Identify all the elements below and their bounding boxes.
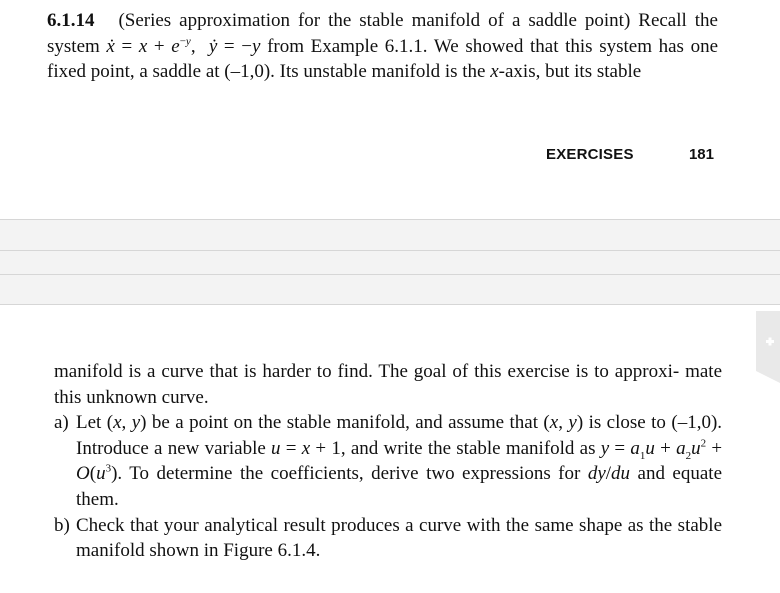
corner-add-tab[interactable] [752, 311, 780, 383]
item-label: a) [54, 412, 69, 434]
x-variable: x [490, 61, 499, 83]
page-gap-line [0, 219, 780, 220]
exercise-6-1-14 [47, 8, 718, 85]
page-gap-line [0, 274, 780, 275]
page-number: 181 [688, 146, 714, 163]
page-gap-line [0, 304, 780, 305]
item-label: b) [54, 514, 70, 536]
equation-system: ẋ = $x + e^{-y}$, ẏ = −y [106, 35, 261, 57]
list-item-b [54, 513, 722, 564]
page-gap-band [0, 219, 780, 305]
list-item-a [54, 410, 722, 512]
exercise-from-text: from Example 6.1.1. We showed that this system has [267, 35, 684, 57]
continuation-line1: manifold is a curve that is harder to find. The goal of this exercise is to approxi- [54, 361, 680, 382]
page-gap-line [0, 250, 780, 251]
exercise-line1-tail: Recall the [638, 10, 718, 31]
running-header [546, 146, 714, 168]
exercise-line3-tail: -axis, but its stable [498, 61, 642, 83]
exercise-text [47, 8, 718, 85]
item-a-text: Let (x, y) be a point on the stable manifold, and assume that (x, y) is close to (–1,0). Introduce a new variable u = x + 1, and write the stable manifold as $y = a_1u + a_2u^2 + O(u^3)$. To determine the coefficients, derive two expressions for dy/du and equate them. [76, 412, 723, 510]
continuation-paragraph [54, 359, 722, 410]
running-title: EXERCISES [546, 146, 634, 163]
exercise-number: 6.1.14 [47, 10, 95, 31]
exercise-line3: one fixed point, a saddle at (–1,0). Its unstable manifold is the [47, 35, 719, 83]
continuation-line2: mate this unknown curve. [54, 361, 723, 408]
exercise-continuation [54, 359, 722, 564]
item-b-text: Check that your analytical result produces a curve with the same shape as the stable manifold shown in Figure 6.1.4. [76, 514, 722, 562]
exercise-title: (Series approximation for the stable manifold of a saddle point) [118, 10, 631, 31]
word-system: system [47, 35, 100, 57]
